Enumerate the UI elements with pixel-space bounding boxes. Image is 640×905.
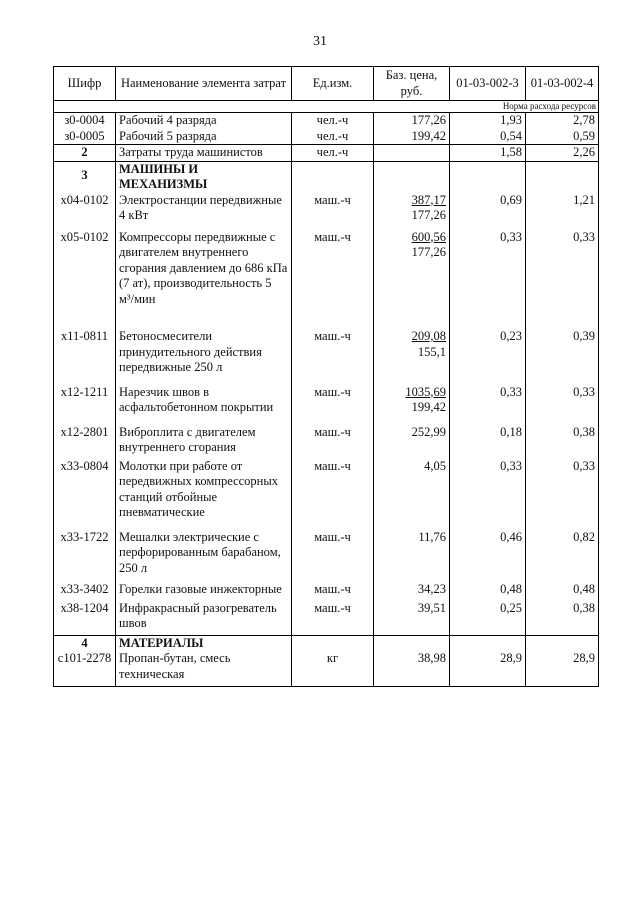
row-unit: маш.-ч (292, 193, 374, 224)
row-norm-1: 1,93 (450, 113, 526, 129)
row-price: 11,76 (374, 521, 450, 577)
row-price: 34,23 (374, 576, 450, 598)
section-code: 2 (54, 145, 116, 162)
row-norm-1: 0,54 (450, 129, 526, 145)
row-unit: маш.-ч (292, 456, 374, 521)
row-norm-2: 0,33 (526, 224, 599, 324)
price-wage: 177,26 (411, 208, 446, 222)
row-name: Пропан-бутан, смесь техническая (116, 651, 292, 687)
row-code: х33-3402 (54, 576, 116, 598)
row-norm-1: 0,48 (450, 576, 526, 598)
row-unit: маш.-ч (292, 598, 374, 636)
row-code: х33-0804 (54, 456, 116, 521)
row-code: з0-0005 (54, 129, 116, 145)
table-row (54, 323, 599, 376)
row-unit: чел.-ч (292, 129, 374, 145)
row-price (374, 145, 450, 162)
header-norm-1: 01-03-002-3 (450, 67, 526, 101)
row-norm-2: 0,33 (526, 376, 599, 416)
row-unit: маш.-ч (292, 224, 374, 324)
row-unit: маш.-ч (292, 323, 374, 376)
table-row (54, 113, 599, 129)
row-norm-2: 2,78 (526, 113, 599, 129)
table-row (54, 598, 599, 636)
table-row (54, 129, 599, 145)
row-norm-2: 0,82 (526, 521, 599, 577)
table-row (54, 576, 599, 598)
row-name: Инфракрасный разогреватель швов (116, 598, 292, 636)
table-row (54, 145, 599, 162)
row-norm-1: 0,25 (450, 598, 526, 636)
row-price (374, 376, 450, 416)
row-norm-1: 0,33 (450, 456, 526, 521)
table-row (54, 416, 599, 456)
section-code: 3 (54, 161, 116, 193)
section-row (54, 635, 599, 651)
table-row (54, 456, 599, 521)
row-name: Рабочий 4 разряда (116, 113, 292, 129)
row-price: 199,42 (374, 129, 450, 145)
row-norm-2: 2,26 (526, 145, 599, 162)
row-norm-1: 0,33 (450, 376, 526, 416)
norma-row (54, 101, 599, 113)
row-code: х05-0102 (54, 224, 116, 324)
row-unit: маш.-ч (292, 521, 374, 577)
row-name: Нарезчик швов в асфальтобетонном покрытии (116, 376, 292, 416)
header-row (54, 67, 599, 101)
row-norm-1: 28,9 (450, 651, 526, 687)
row-price (374, 193, 450, 224)
row-norm-2: 0,48 (526, 576, 599, 598)
row-name: Электростанции передвижные 4 кВт (116, 193, 292, 224)
row-code: х12-1211 (54, 376, 116, 416)
row-price: 4,05 (374, 456, 450, 521)
table-row (54, 651, 599, 687)
row-norm-1: 0,23 (450, 323, 526, 376)
row-norm-1: 0,46 (450, 521, 526, 577)
row-unit: маш.-ч (292, 376, 374, 416)
row-norm-2: 0,38 (526, 598, 599, 636)
row-name: Виброплита с двигателем внутреннего сгорания (116, 416, 292, 456)
norma-label: Норма расхода ресурсов (54, 101, 599, 113)
row-norm-2: 1,21 (526, 193, 599, 224)
row-norm-1: 0,33 (450, 224, 526, 324)
header-unit: Ед.изм. (292, 67, 374, 101)
row-name: Компрессоры передвижные с двигателем внутреннего сгорания давлением до 686 кПа (7 ат), производительность 5 м³/мин (116, 224, 292, 324)
row-name: Бетоносмесители принудительного действия передвижные 250 л (116, 323, 292, 376)
section-title: МАТЕРИАЛЫ (116, 635, 292, 651)
price-total: 209,08 (411, 329, 446, 343)
table-row (54, 521, 599, 577)
price-wage: 155,1 (417, 344, 446, 359)
row-norm-1: 0,69 (450, 193, 526, 224)
row-unit: чел.-ч (292, 113, 374, 129)
row-code: з0-0004 (54, 113, 116, 129)
price-total: 1035,69 (405, 384, 446, 399)
row-price: 177,26 (374, 113, 450, 129)
row-norm-1: 1,58 (450, 145, 526, 162)
header-name: Наименование элемента затрат (116, 67, 292, 101)
section-title: МАШИНЫ И МЕХАНИЗМЫ (116, 161, 292, 193)
row-unit: чел.-ч (292, 145, 374, 162)
row-norm-1: 0,18 (450, 416, 526, 456)
row-price: 39,51 (374, 598, 450, 636)
price-wage: 177,26 (411, 245, 446, 259)
header-norm-2: 01-03-002-4 (526, 67, 599, 101)
header-code: Шифр (54, 67, 116, 101)
row-price (374, 323, 450, 376)
row-name: Молотки при работе от передвижных компрессорных станций отбойные пневматические (116, 456, 292, 521)
row-code: х12-2801 (54, 416, 116, 456)
price-total: 600,56 (411, 229, 446, 244)
section-row (54, 161, 599, 193)
row-name: Горелки газовые инжекторные (116, 576, 292, 598)
row-name: Затраты труда машинистов (116, 145, 292, 162)
row-norm-2: 0,33 (526, 456, 599, 521)
row-code: х38-1204 (54, 598, 116, 636)
row-norm-2: 0,38 (526, 416, 599, 456)
table-row (54, 376, 599, 416)
price-total: 387,17 (411, 192, 446, 207)
row-name: Рабочий 5 разряда (116, 129, 292, 145)
row-code: с101-2278 (54, 651, 116, 687)
header-price: Баз. цена, руб. (374, 67, 450, 101)
row-unit: маш.-ч (292, 416, 374, 456)
row-code: х33-1722 (54, 521, 116, 577)
page-number: 31 (313, 34, 327, 49)
row-norm-2: 28,9 (526, 651, 599, 687)
price-wage: 199,42 (411, 400, 446, 414)
row-price: 38,98 (374, 651, 450, 687)
row-name: Мешалки электрические с перфорированным барабаном, 250 л (116, 521, 292, 577)
table-row (54, 224, 599, 324)
row-unit: маш.-ч (292, 576, 374, 598)
resource-table (53, 66, 599, 687)
row-code: х04-0102 (54, 193, 116, 224)
row-price: 252,99 (374, 416, 450, 456)
section-code: 4 (54, 635, 116, 651)
row-price (374, 224, 450, 324)
row-code: х11-0811 (54, 323, 116, 376)
row-norm-2: 0,39 (526, 323, 599, 376)
row-unit: кг (292, 651, 374, 687)
table-row (54, 193, 599, 224)
row-norm-2: 0,59 (526, 129, 599, 145)
